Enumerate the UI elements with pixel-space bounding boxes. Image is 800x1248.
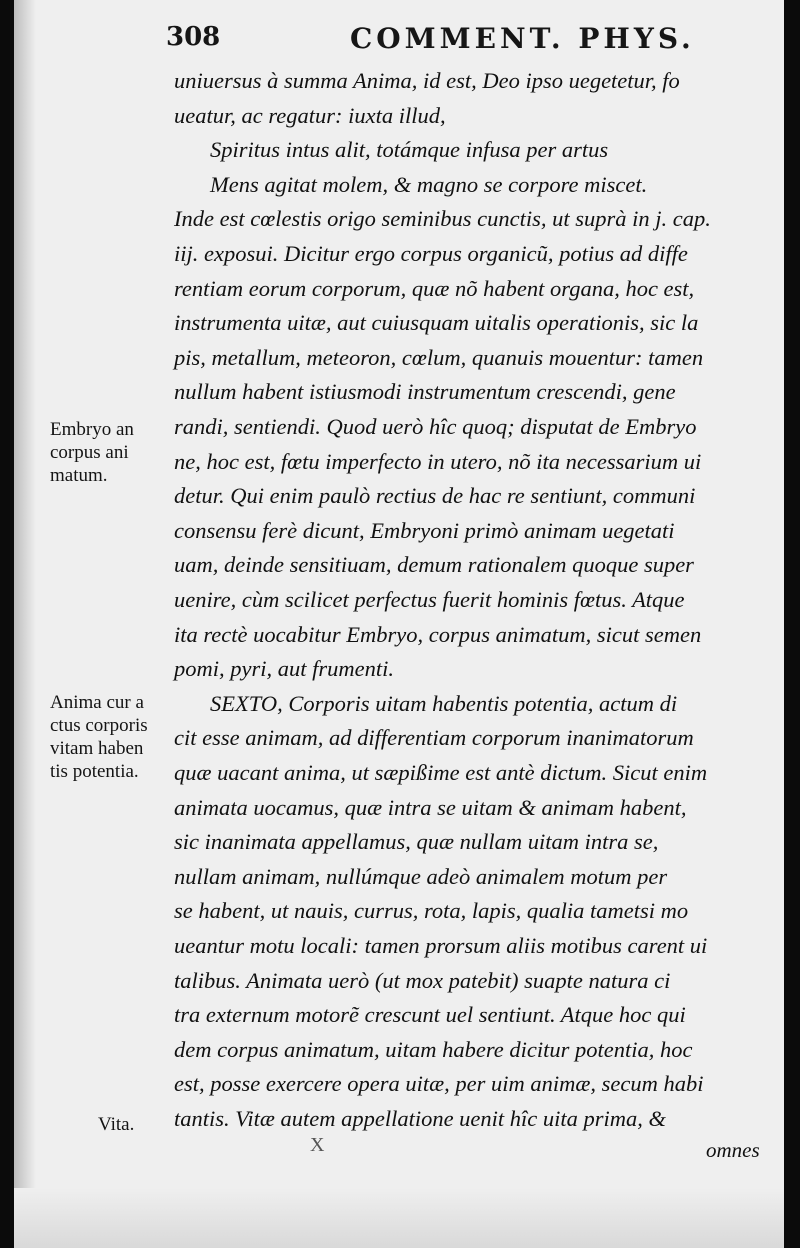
margin-note-line: Anima cur a — [50, 692, 144, 713]
body-text-line: iij. exposui. Dicitur ergo corpus organicũ, potius ad diffe — [174, 241, 688, 266]
body-text-line: uenire, cùm scilicet perfectus fuerit hominis fœtus. Atque — [174, 587, 685, 612]
body-text-line: uniuersus à summa Anima, id est, Deo ipso uegetetur, fo — [174, 68, 680, 93]
body-text-line: ueatur, ac regatur: iuxta illud, — [174, 102, 446, 128]
body-text-line: sic inanimata appellamus, quæ nullam uitam intra se, — [174, 829, 659, 855]
body-text-line: se habent, ut nauis, currus, rota, lapis, qualia tametsi mo — [174, 898, 689, 924]
body-text-line: dem corpus animatum, uitam habere dicitur potentia, hoc — [174, 1036, 693, 1062]
body-text-line: est, posse exercere opera uitæ, per uim animæ, secum habi — [174, 1071, 704, 1097]
body-text-line: randi, sentiendi. Quod uerò hîc quoq; disputat de Embryo — [174, 414, 697, 439]
margin-note-line: Vita. — [98, 1114, 135, 1135]
body-text-line: quæ uacant anima, ut sæpißime est antè dictum. Sicut enim — [174, 760, 708, 785]
margin-note-line: corpus ani — [50, 442, 129, 463]
margin-note-line: tis potentia. — [50, 761, 139, 782]
body-text-line: ueantur motu locali: tamen prorsum aliis motibus carent ui — [174, 933, 708, 958]
body-text-line: tantis. Vitæ autem appellatione uenit hîc uita prima, & — [174, 1106, 667, 1131]
body-text-line: rentiam eorum corporum, quæ nõ habent organa, hoc est, — [174, 275, 695, 301]
margin-note-line: matum. — [50, 465, 108, 486]
body-text-line: nullum habent istiusmodi instrumentum crescendi, gene — [174, 379, 676, 405]
body-text-line: nullam animam, nullúmque adeò animalem motum per — [174, 863, 668, 889]
body-text-line: consensu ferè dicunt, Embryoni primò animam uegetati — [174, 517, 675, 543]
body-text-line: Inde est cœlestis origo seminibus cunctis, ut suprà in j. cap. — [174, 206, 711, 232]
page-bottom-shadow — [14, 1188, 784, 1248]
page-header — [14, 18, 784, 58]
margin-note-vita — [98, 1113, 226, 1136]
body-text-line: pomi, pyri, aut frumenti. — [174, 656, 394, 682]
body-text-line: uam, deinde sensitiuam, demum rationalem quoque super — [174, 552, 694, 578]
margin-note-line: vitam haben — [50, 738, 144, 759]
body-text-line: tra externum motorẽ crescunt uel sentiunt. Atque hoc qui — [174, 1002, 686, 1028]
margin-note-line: ctus corporis — [50, 715, 148, 736]
body-text-line: ne, hoc est, fœtu imperfecto in utero, nõ ita necessarium ui — [174, 448, 702, 474]
book-page — [14, 0, 784, 1248]
page-gutter-shadow — [14, 0, 36, 1248]
running-title: COMMENT. PHYS. — [350, 22, 695, 55]
body-text-line: talibus. Animata uerò (ut mox patebit) suapte natura ci — [174, 967, 671, 993]
signature-mark: X — [310, 1134, 325, 1156]
body-text-line: pis, metallum, meteoron, cœlum, quanuis mouentur: tamen — [174, 344, 704, 370]
body-text-line: animata uocamus, quæ intra se uitam & animam habent, — [174, 794, 687, 820]
margin-note-anima — [50, 691, 178, 783]
body-text-line: detur. Qui enim paulò rectius de hac re sentiunt, communi — [174, 483, 696, 509]
body-text-line: SEXTO, Corporis uitam habentis potentia, actum di — [210, 690, 678, 716]
body-text-line: Spiritus intus alit, totámque infusa per artus — [210, 137, 609, 163]
body-text-line: instrumenta uitæ, aut cuiusquam uitalis operationis, sic la — [174, 310, 699, 336]
body-text-line: ita rectè uocabitur Embryo, corpus animatum, sicut semen — [174, 621, 702, 647]
catchword: omnes — [706, 1138, 760, 1162]
margin-note-line: Embryo an — [50, 419, 134, 440]
margin-note-embryo — [50, 418, 178, 487]
body-text-line: Mens agitat molem, & magno se corpore miscet. — [210, 171, 648, 197]
body-text-line: cit esse animam, ad differentiam corporum inanimatorum — [174, 725, 694, 751]
page-number: 308 — [166, 22, 221, 52]
